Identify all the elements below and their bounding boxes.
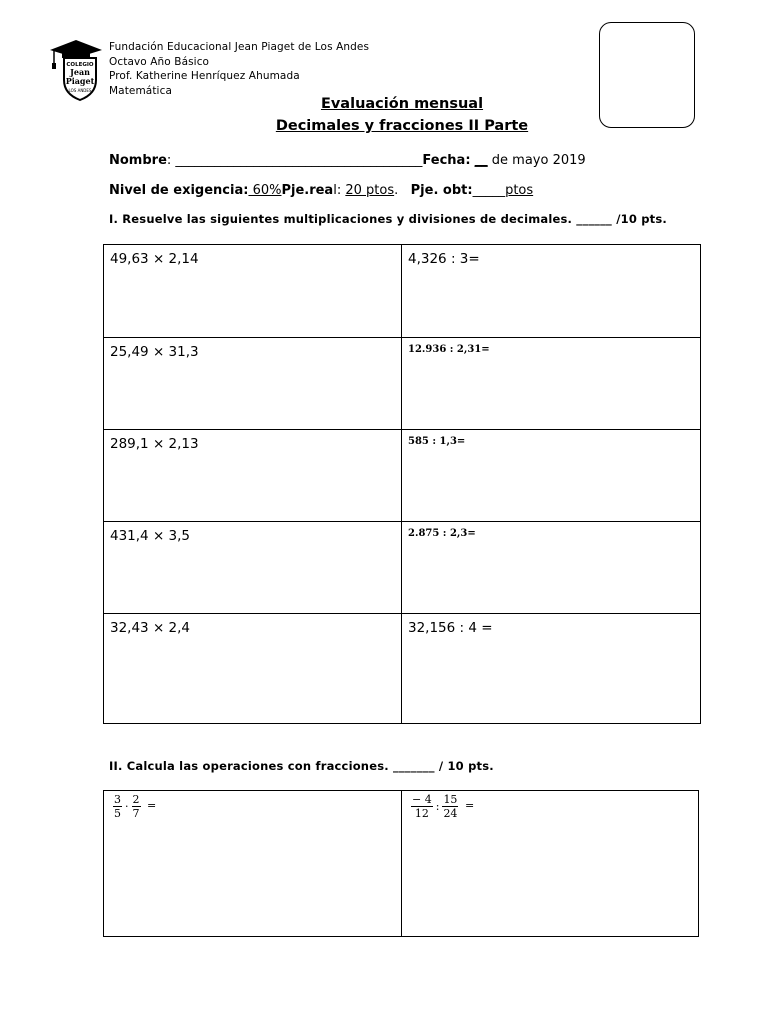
operation-cell[interactable]: 2.875 : 2,3=: [402, 522, 701, 614]
logo-text-piaget: Piaget: [65, 76, 95, 86]
school-info: [109, 40, 369, 98]
page-title: Evaluación mensual: [320, 96, 484, 112]
level-row: Nivel de exigencia: 60%Pje.real: 20 ptos. Pje. obt:_____ptos: [109, 183, 534, 198]
fraction-cell[interactable]: [104, 791, 402, 937]
pje-obt-unit: ptos: [505, 183, 534, 198]
section1-instruction: I. Resuelve las siguientes multiplicaciones y divisiones de decimales. ______ /10 pts.: [109, 212, 667, 226]
operation-cell[interactable]: 32,156 : 4 =: [402, 614, 701, 724]
fraction-expression: [410, 793, 476, 820]
pje-real-label: Pje.rea: [281, 183, 334, 198]
school-logo: [46, 36, 108, 102]
numerator: 15: [443, 793, 458, 806]
grade-box: [599, 22, 695, 128]
denominator: 5: [114, 807, 121, 820]
denominator: 24: [443, 807, 458, 820]
fraction: [132, 793, 141, 820]
nivel-value: 60%: [248, 183, 282, 198]
section2-instruction: II. Calcula las operaciones con fracciones. _______ / 10 pts.: [109, 759, 494, 773]
equals-sign: =: [147, 799, 157, 812]
fraction-cell[interactable]: [402, 791, 699, 937]
equals-sign: =: [464, 799, 475, 812]
logo-text-losandes: LOS ANDES: [68, 88, 92, 93]
operation-cell[interactable]: 4,326 : 3=: [402, 245, 701, 338]
pje-obt-blank[interactable]: _____: [472, 183, 506, 198]
logo-text-jean: Jean: [70, 67, 90, 77]
table-row: [104, 338, 701, 430]
numerator: 2: [132, 793, 140, 806]
fecha-value: de mayo 2019: [487, 153, 586, 168]
numerator: − 4: [412, 793, 432, 806]
operation-cell[interactable]: 49,63 × 2,14: [104, 245, 402, 338]
table-row: [104, 791, 699, 937]
operator: ·: [125, 800, 129, 813]
subject-name: Matemática: [109, 84, 172, 97]
numerator: 3: [114, 793, 121, 806]
nombre-label: Nombre: [109, 153, 167, 168]
logo-text-colegio: COLEGIO: [66, 62, 94, 68]
fraction: [442, 793, 458, 820]
fraction: [411, 793, 433, 820]
student-name-row: Nombre: ______________________________________Fecha: __ de mayo 2019: [109, 153, 586, 168]
teacher-name: Prof. Katherine Henríquez Ahumada: [109, 70, 300, 82]
table-row: [104, 245, 701, 338]
fraction-expression: [112, 793, 158, 820]
fraction: [113, 793, 122, 820]
pje-real-l: l: [333, 183, 337, 198]
table-row: [104, 614, 701, 724]
fraction-operations-table: [103, 790, 699, 937]
nombre-blank[interactable]: : ______________________________________: [166, 153, 423, 168]
page-subtitle: Decimales y fracciones II Parte: [275, 118, 529, 134]
denominator: 12: [414, 807, 429, 820]
grade-level: Octavo Año Básico: [109, 55, 210, 68]
operation-cell[interactable]: 25,49 × 31,3: [104, 338, 402, 430]
table-row: [104, 522, 701, 614]
fecha-day-blank[interactable]: __: [474, 153, 488, 168]
fecha-label: Fecha: [422, 153, 466, 168]
nivel-label: Nivel de exigencia: [109, 183, 244, 198]
denominator: 7: [132, 807, 140, 820]
decimal-operations-table: [103, 244, 701, 724]
operator: :: [435, 800, 440, 813]
table-row: [104, 430, 701, 522]
school-name: Fundación Educacional Jean Piaget de Los Andes: [109, 41, 370, 53]
operation-cell[interactable]: 289,1 × 2,13: [104, 430, 402, 522]
pje-real-value: 20 ptos: [345, 183, 395, 198]
operation-cell[interactable]: 585 : 1,3=: [402, 430, 701, 522]
operation-cell[interactable]: 32,43 × 2,4: [104, 614, 402, 724]
operation-cell[interactable]: 12.936 : 2,31=: [402, 338, 701, 430]
pje-obt-label: Pje. obt:: [410, 183, 473, 198]
operation-cell[interactable]: 431,4 × 3,5: [104, 522, 402, 614]
